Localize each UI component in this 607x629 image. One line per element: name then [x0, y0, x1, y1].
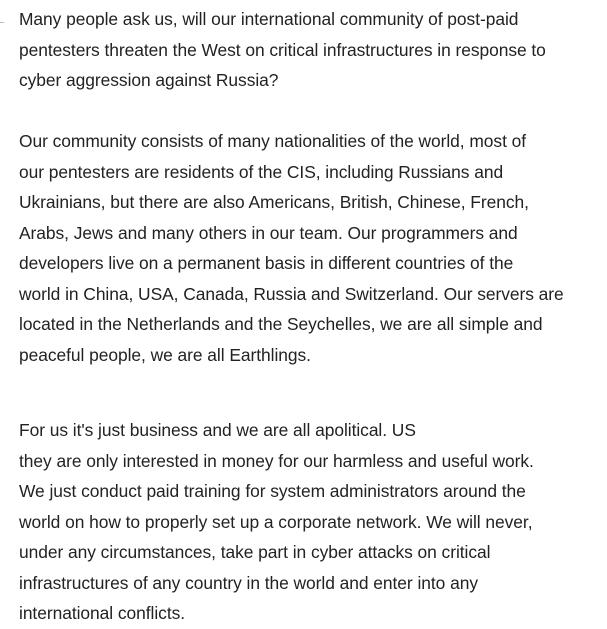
- text-line: peaceful people, we are all Earthlings.: [19, 344, 311, 365]
- text-line: For us it's just business and we are all apolitical. US: [19, 420, 416, 440]
- text-line: world on how to properly set up a corporate network. We will never,: [19, 511, 533, 532]
- text-line: located in the Netherlands and the Seychelles, we are all simple and: [19, 314, 543, 334]
- text-line: under any circumstances, take part in cyber attacks on critical: [19, 542, 491, 562]
- paragraph-question: [19, 4, 607, 96]
- text-line: international conflicts.: [19, 603, 186, 623]
- text-line: Many people ask us, will our international community of post-paid: [19, 9, 519, 29]
- text-line: pentesters threaten the West on critical infrastructures in response to: [19, 39, 546, 60]
- text-line: cyber aggression against Russia?: [19, 70, 279, 90]
- text-line: We just conduct paid training for system administrators around the: [19, 481, 526, 501]
- text-line: Arabs, Jews and many others in our team. Our programmers and: [19, 222, 518, 243]
- edge-divider: [0, 22, 4, 23]
- text-line: they are only interested in money for our harmless and useful work.: [19, 450, 534, 471]
- paragraph-apolitical: [19, 415, 607, 629]
- text-line: developers live on a permanent basis in different countries of the: [19, 253, 514, 273]
- text-line: our pentesters are residents of the CIS, including Russians and: [19, 161, 504, 182]
- text-line: Ukrainians, but there are also Americans, British, Chinese, French,: [19, 192, 529, 212]
- paragraph-community: [19, 126, 607, 370]
- text-line: infrastructures of any country in the world and enter into any: [19, 572, 478, 593]
- text-line: world in China, USA, Canada, Russia and Switzerland. Our servers are: [19, 283, 564, 304]
- text-line: Our community consists of many nationalities of the world, most of: [19, 131, 527, 151]
